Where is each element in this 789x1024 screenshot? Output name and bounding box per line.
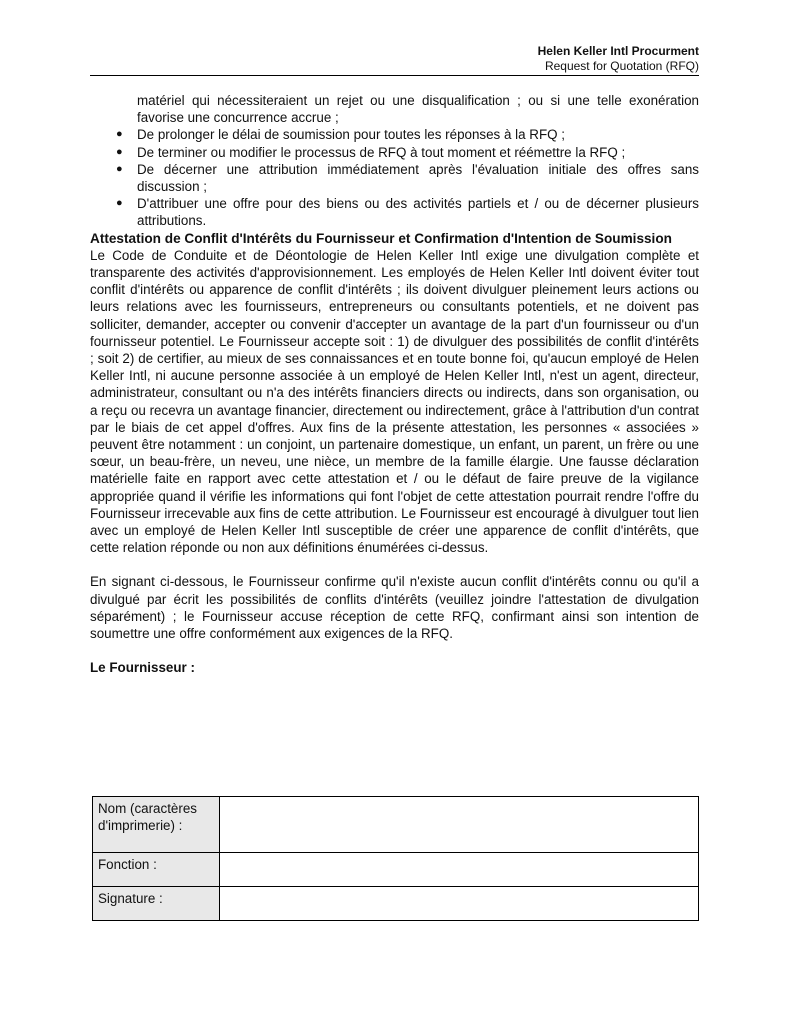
list-item-text: De terminer ou modifier le processus de RFQ à tout moment et réémettre la RFQ ; bbox=[137, 144, 626, 160]
supplier-heading: Le Fournisseur : bbox=[90, 660, 195, 676]
list-item bbox=[90, 144, 699, 161]
header-organization: Helen Keller Intl Procurment bbox=[537, 44, 699, 58]
name-label: Nom (caractères d'imprimerie) : bbox=[93, 797, 220, 853]
list-item-text: De prolonger le délai de soumission pour toutes les réponses à la RFQ ; bbox=[137, 127, 565, 143]
bullet-icon: ● bbox=[116, 128, 123, 141]
list-item-text: De décerner une attribution immédiatement après l'évaluation initiale des offres sans discussion ; bbox=[137, 161, 699, 195]
document-body bbox=[90, 92, 699, 677]
function-field[interactable] bbox=[220, 853, 699, 887]
bullet-icon: ● bbox=[116, 145, 123, 158]
table-row bbox=[93, 853, 699, 887]
table-row bbox=[93, 797, 699, 853]
list-item bbox=[90, 161, 699, 195]
paragraph-confirmation: En signant ci-dessous, le Fournisseur confirme qu'il n'existe aucun conflit d'intérêts connu ou qu'il a divulgué par écrit les possibilités de conflits d'intérêts (veuillez joindre l'attestation de divulgation séparément) ; le Fournisseur accuse réception de cette RFQ, confirmant ainsi son intention de soumettre une offre conformément aux exigences de la RFQ. bbox=[90, 574, 699, 642]
list-item bbox=[90, 126, 699, 143]
table-row bbox=[93, 887, 699, 921]
bullet-icon: ● bbox=[116, 197, 123, 210]
paragraph-conflict-of-interest: Le Code de Conduite et de Déontologie de Helen Keller Intl exige une divulgation complète et transparente des activités d'approvisionnement. Les employés de Helen Keller Intl doivent éviter tout conflit d'intérêts ou apparence de conflit d'intérêts ; ils doivent divulguer pleinement leurs actions ou leurs relations avec les fournisseurs, entrepreneurs ou consultants potentiels, et ne doivent pas solliciter, demander, accepter ou convenir d'accepter un avantage de la part d'un fournisseur ou d'un fournisseur potentiel. Le Fournisseur accepte soit : 1) de divulguer des possibilités de conflit d'intérêts ; soit 2) de certifier, au mieux de ses connaissances et en toute bonne foi, qu'aucun employé de Helen Keller Intl, ni aucune personne associée à un employé de Helen Keller Intl, n'est un agent, directeur, administrateur, consultant ou n'a des intérêts financiers directs ou indirects, dans son organisation, ou a reçu ou recevra un avantage financier, directement ou indirectement, grâce à l'attribution d'un contrat par le biais de cet appel d'offres. Aux fins de la présente attestation, les personnes « associées » peuvent être notamment : un conjoint, un partenaire domestique, un enfant, un parent, un frère ou une sœur, un beau-frère, un neveu, une nièce, un membre de la famille élargie. Une fausse déclaration matérielle faite en rapport avec cette attestation et / ou le défaut de faire preuve de la vigilance appropriée quand il vérifie les informations qui font l'objet de cette attestation pourrait rendre l'offre du Fournisseur irrecevable aux fins de cette attribution. Le Fournisseur est encouragé à divulguer tout lien avec un employé de Helen Keller Intl susceptible de créer une apparence de conflit d'intérêts, que cette relation réponde ou non aux définitions énumérées ci-dessus. bbox=[90, 247, 699, 556]
function-label: Fonction : bbox=[93, 853, 220, 887]
bullet-continuation: matériel qui nécessiteraient un rejet ou une disqualification ; ou si une telle exonération favorise une concurrence accrue ; bbox=[137, 93, 699, 126]
header-divider bbox=[90, 75, 699, 76]
page-header bbox=[90, 44, 699, 74]
name-field[interactable] bbox=[220, 797, 699, 853]
supplier-signature-table bbox=[92, 796, 699, 921]
header-document-type: Request for Quotation (RFQ) bbox=[544, 59, 699, 73]
signature-label: Signature : bbox=[93, 887, 220, 921]
bullet-list bbox=[90, 126, 699, 229]
bullet-icon: ● bbox=[116, 162, 123, 175]
section-title: Attestation de Conflit d'Intérêts du Fournisseur et Confirmation d'Intention de Soumission bbox=[90, 230, 672, 246]
signature-field[interactable] bbox=[220, 887, 699, 921]
list-item-text: D'attribuer une offre pour des biens ou des activités partiels et / ou de décerner plusieurs attributions. bbox=[137, 196, 699, 229]
list-item bbox=[90, 195, 699, 229]
